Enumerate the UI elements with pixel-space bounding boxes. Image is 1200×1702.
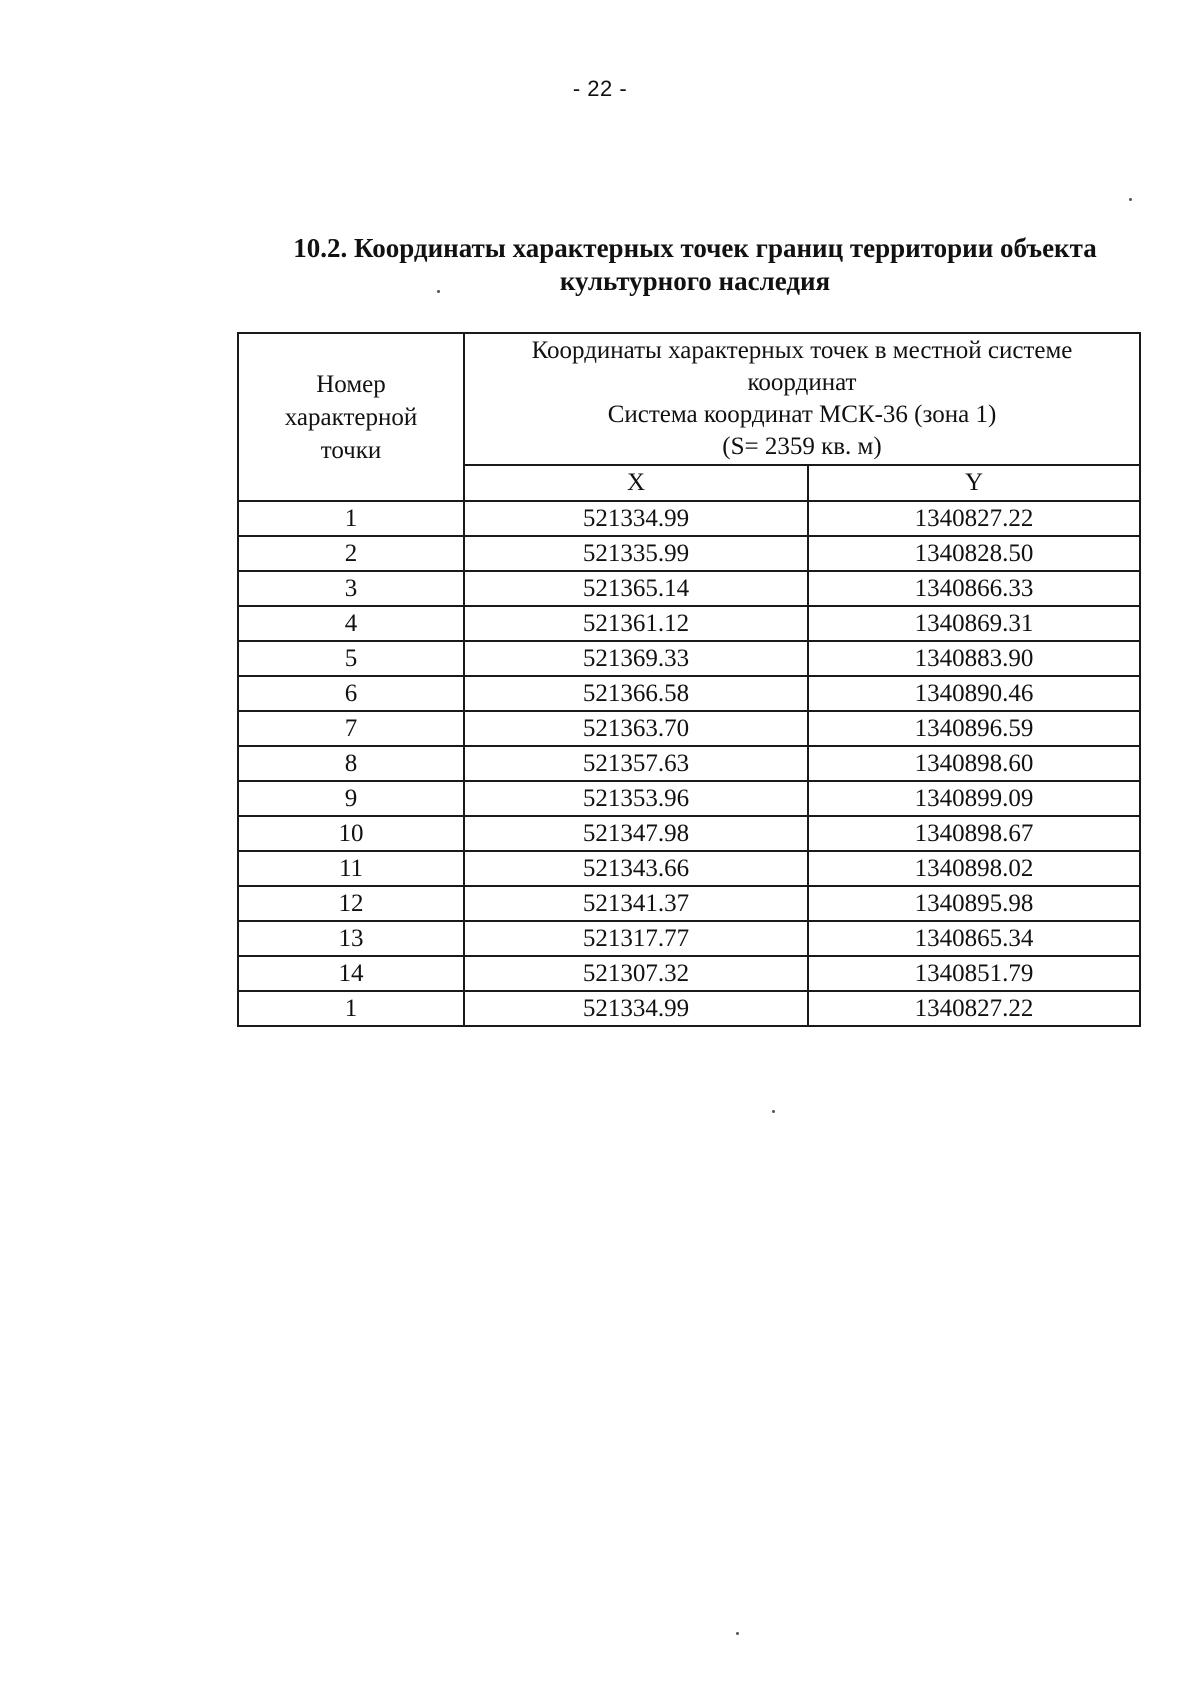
table-row <box>238 571 1140 606</box>
header-coordinates-line: (S= 2359 кв. м) <box>722 433 882 460</box>
x-coordinate-cell: 521317.77 <box>464 921 808 956</box>
point-number-cell: 5 <box>238 641 464 676</box>
point-number-cell: 6 <box>238 676 464 711</box>
point-number-cell: 8 <box>238 746 464 781</box>
table-row <box>238 676 1140 711</box>
point-number-cell: 7 <box>238 711 464 746</box>
point-number-cell: 1 <box>238 501 464 536</box>
point-number-cell: 10 <box>238 816 464 851</box>
y-coordinate-cell: 1340883.90 <box>808 641 1140 676</box>
table-row <box>238 816 1140 851</box>
scan-speck <box>437 290 440 293</box>
table-row <box>238 991 1140 1026</box>
x-coordinate-cell: 521334.99 <box>464 991 808 1026</box>
header-coordinates-line: координат <box>747 369 857 396</box>
x-coordinate-cell: 521347.98 <box>464 816 808 851</box>
x-coordinate-cell: 521341.37 <box>464 886 808 921</box>
header-y: Y <box>808 465 1140 501</box>
header-point-number-line: точки <box>320 436 382 464</box>
point-number-cell: 2 <box>238 536 464 571</box>
point-number-cell: 14 <box>238 956 464 991</box>
x-coordinate-cell: 521353.96 <box>464 781 808 816</box>
x-coordinate-cell: 521366.58 <box>464 676 808 711</box>
x-coordinate-cell: 521363.70 <box>464 711 808 746</box>
x-coordinate-cell: 521365.14 <box>464 571 808 606</box>
x-coordinate-cell: 521334.99 <box>464 501 808 536</box>
header-x: X <box>464 465 808 501</box>
point-number-cell: 3 <box>238 571 464 606</box>
table-row <box>238 886 1140 921</box>
y-coordinate-cell: 1340890.46 <box>808 676 1140 711</box>
table-row <box>238 711 1140 746</box>
y-coordinate-cell: 1340896.59 <box>808 711 1140 746</box>
scan-speck <box>736 1632 739 1635</box>
x-coordinate-cell: 521361.12 <box>464 606 808 641</box>
y-coordinate-cell: 1340898.02 <box>808 851 1140 886</box>
header-coordinates-line: Система координат МСК-36 (зона 1) <box>607 401 997 428</box>
header-point-number <box>238 333 464 501</box>
table-row <box>238 641 1140 676</box>
header-coordinates-system <box>464 333 1140 465</box>
table-row <box>238 921 1140 956</box>
section-heading-line-2: культурного наследия <box>559 266 831 296</box>
point-number-cell: 12 <box>238 886 464 921</box>
header-point-number-line: характерной <box>284 403 418 431</box>
y-coordinate-cell: 1340895.98 <box>808 886 1140 921</box>
point-number-cell: 9 <box>238 781 464 816</box>
table-row <box>238 851 1140 886</box>
scan-speck <box>1129 198 1132 201</box>
y-coordinate-cell: 1340851.79 <box>808 956 1140 991</box>
x-coordinate-cell: 521335.99 <box>464 536 808 571</box>
table-row <box>238 606 1140 641</box>
y-coordinate-cell: 1340898.67 <box>808 816 1140 851</box>
y-coordinate-cell: 1340827.22 <box>808 501 1140 536</box>
coordinates-table-body <box>238 501 1140 1026</box>
y-coordinate-cell: 1340899.09 <box>808 781 1140 816</box>
table-row <box>238 536 1140 571</box>
y-coordinate-cell: 1340869.31 <box>808 606 1140 641</box>
header-point-number-line: Номер <box>316 370 386 398</box>
table-row <box>238 746 1140 781</box>
x-coordinate-cell: 521369.33 <box>464 641 808 676</box>
y-coordinate-cell: 1340828.50 <box>808 536 1140 571</box>
x-coordinate-cell: 521307.32 <box>464 956 808 991</box>
y-coordinate-cell: 1340898.60 <box>808 746 1140 781</box>
point-number-cell: 11 <box>238 851 464 886</box>
section-heading <box>240 232 1150 298</box>
table-row <box>238 501 1140 536</box>
x-coordinate-cell: 521343.66 <box>464 851 808 886</box>
point-number-cell: 4 <box>238 606 464 641</box>
section-heading-line-1: 10.2. Координаты характерных точек границ территории объекта <box>293 233 1097 263</box>
x-coordinate-cell: 521357.63 <box>464 746 808 781</box>
header-coordinates-line: Координаты характерных точек в местной системе <box>531 337 1073 364</box>
point-number-cell: 1 <box>238 991 464 1026</box>
table-row <box>238 781 1140 816</box>
y-coordinate-cell: 1340866.33 <box>808 571 1140 606</box>
coordinates-table <box>237 332 1141 1027</box>
y-coordinate-cell: 1340865.34 <box>808 921 1140 956</box>
table-row <box>238 956 1140 991</box>
scan-speck <box>772 1110 775 1113</box>
page-number: - 22 - <box>572 76 628 101</box>
y-coordinate-cell: 1340827.22 <box>808 991 1140 1026</box>
point-number-cell: 13 <box>238 921 464 956</box>
